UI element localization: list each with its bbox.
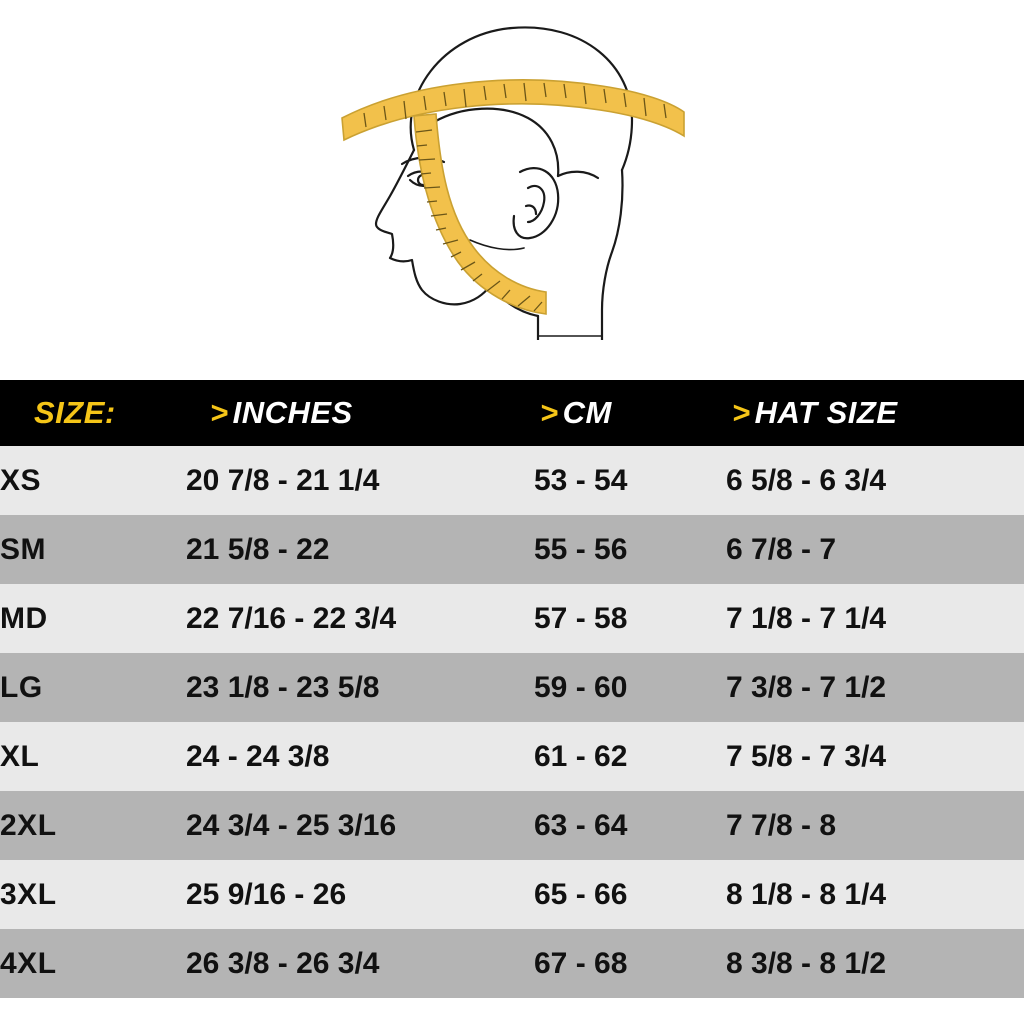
row-cm: 67 - 68	[534, 946, 628, 980]
row-hat-size: 7 1/8 - 7 1/4	[726, 601, 887, 635]
chevron-right-icon: >	[210, 395, 229, 430]
size-chart-table	[0, 380, 1024, 998]
row-size: SM	[0, 532, 46, 566]
row-inches: 24 3/4 - 25 3/16	[186, 808, 397, 842]
row-inches: 24 - 24 3/8	[186, 739, 330, 773]
row-cm: 53 - 54	[534, 463, 628, 497]
row-inches: 25 9/16 - 26	[186, 877, 347, 911]
tape-band-vertical	[414, 114, 546, 314]
row-inches: 22 7/16 - 22 3/4	[186, 601, 397, 635]
table-row	[0, 584, 1024, 653]
row-cm: 61 - 62	[534, 739, 628, 773]
row-size: MD	[0, 601, 48, 635]
header-inches	[186, 380, 534, 446]
header-hat-size	[726, 380, 1024, 446]
row-size: 4XL	[0, 946, 57, 980]
table-row	[0, 653, 1024, 722]
table-row	[0, 515, 1024, 584]
header-hat-size-label: HAT SIZE	[754, 395, 898, 430]
row-hat-size: 6 7/8 - 7	[726, 532, 837, 566]
row-size: 2XL	[0, 808, 57, 842]
row-inches: 20 7/8 - 21 1/4	[186, 463, 380, 497]
chevron-right-icon: >	[540, 395, 559, 430]
chevron-right-icon: >	[732, 395, 751, 430]
header-cm	[534, 380, 726, 446]
table-row	[0, 446, 1024, 515]
tape-band-horizontal	[342, 80, 684, 140]
row-hat-size: 8 3/8 - 8 1/2	[726, 946, 887, 980]
row-cm: 59 - 60	[534, 670, 628, 704]
row-cm: 63 - 64	[534, 808, 628, 842]
row-size: LG	[0, 670, 43, 704]
row-inches: 21 5/8 - 22	[186, 532, 330, 566]
row-hat-size: 7 7/8 - 8	[726, 808, 837, 842]
table-header-row	[0, 380, 1024, 446]
row-cm: 57 - 58	[534, 601, 628, 635]
header-inches-label: INCHES	[232, 395, 353, 430]
table-row	[0, 722, 1024, 791]
row-size: XL	[0, 739, 40, 773]
head-measurement-illustration	[0, 0, 1024, 380]
row-cm: 55 - 56	[534, 532, 628, 566]
row-inches: 23 1/8 - 23 5/8	[186, 670, 380, 704]
row-inches: 26 3/8 - 26 3/4	[186, 946, 380, 980]
table-row	[0, 860, 1024, 929]
row-cm: 65 - 66	[534, 877, 628, 911]
row-hat-size: 7 3/8 - 7 1/2	[726, 670, 887, 704]
row-hat-size: 8 1/8 - 8 1/4	[726, 877, 887, 911]
table-row	[0, 929, 1024, 998]
row-hat-size: 7 5/8 - 7 3/4	[726, 739, 887, 773]
header-size: SIZE:	[34, 395, 116, 430]
row-size: 3XL	[0, 877, 57, 911]
head-diagram-svg	[302, 0, 722, 340]
header-cm-label: CM	[562, 395, 612, 430]
table-row	[0, 791, 1024, 860]
row-hat-size: 6 5/8 - 6 3/4	[726, 463, 887, 497]
row-size: XS	[0, 463, 42, 497]
